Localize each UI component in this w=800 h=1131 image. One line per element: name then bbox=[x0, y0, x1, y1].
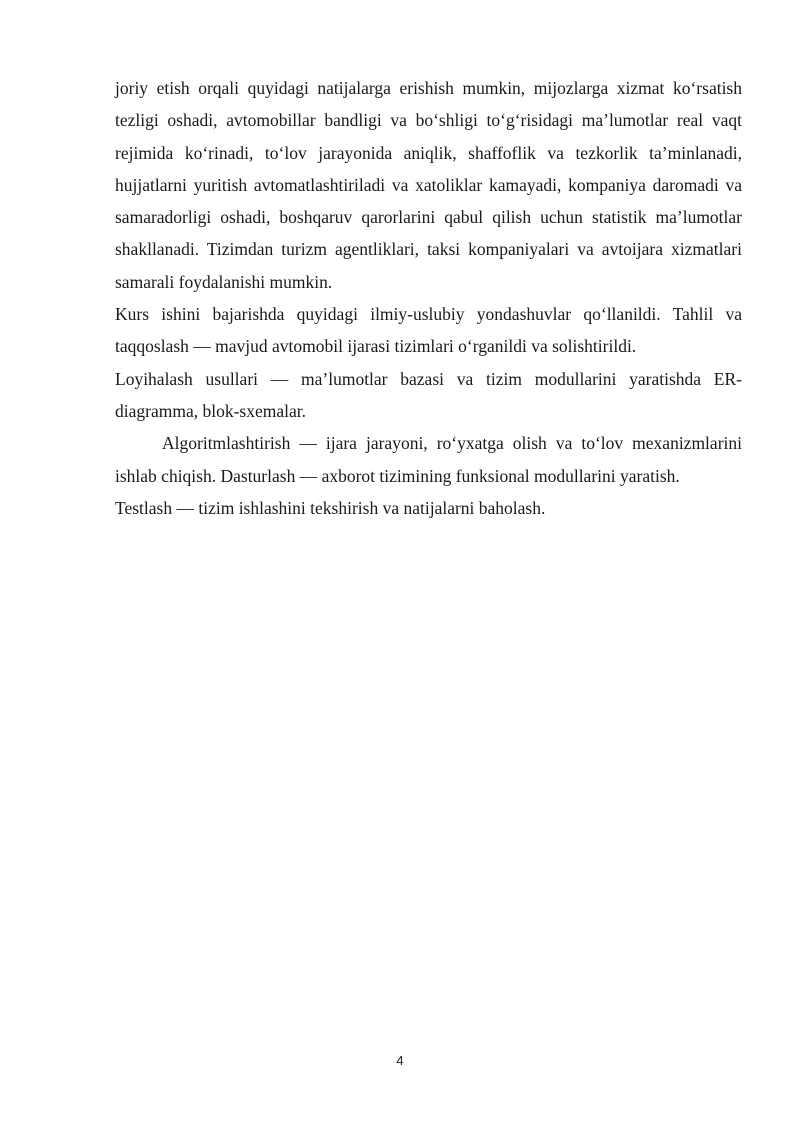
paragraph-testing: Testlash — tizim ishlashini tekshirish va natijalarni baholash. bbox=[115, 497, 546, 518]
paragraph-results: joriy etish orqali quyidagi natijalarga erishish mumkin, mijozlarga xizmat ko‘rsatish tezligi oshadi, avtomobillar bandligi va bo‘shligi to‘g‘risidagi ma’lumotlar real vaqt rejimida ko‘rinadi, to‘lov jarayonida aniqlik, shaffoflik va tezkorlik ta’minlanadi, hujjatlarni yuritish avtomatlashtiriladi va xatoliklar kamayadi, kompaniya daromadi va samaradorligi oshadi, boshqaruv qarorlarini qabul qilish uchun statistik ma’lumotlar shakllanadi. Tizimdan turizm agentliklari, taksi kompaniyalari va avtoijara xizmatlari samarali foydalanishi mumkin. bbox=[115, 78, 742, 292]
paragraph-algorithms: Algoritmlashtirish — ijara jarayoni, ro‘yxatga olish va to‘lov mexanizmlarini ishlab chiqish. Dasturlash — axborot tizimining funksional modullarini yaratish. bbox=[115, 433, 742, 486]
paragraph-design-methods: Loyihalash usullari — ma’lumotlar bazasi va tizim modullarini yaratishda ER-diagramma, blok-sxemalar. bbox=[115, 368, 742, 421]
page-body bbox=[115, 72, 742, 524]
page-number: 4 bbox=[396, 1053, 404, 1068]
paragraph-methods: Kurs ishini bajarishda quyidagi ilmiy-uslubiy yondashuvlar qo‘llanildi. Tahlil va taqqoslash — mavjud avtomobil ijarasi tizimlari o‘rganildi va solishtirildi. bbox=[115, 304, 742, 357]
